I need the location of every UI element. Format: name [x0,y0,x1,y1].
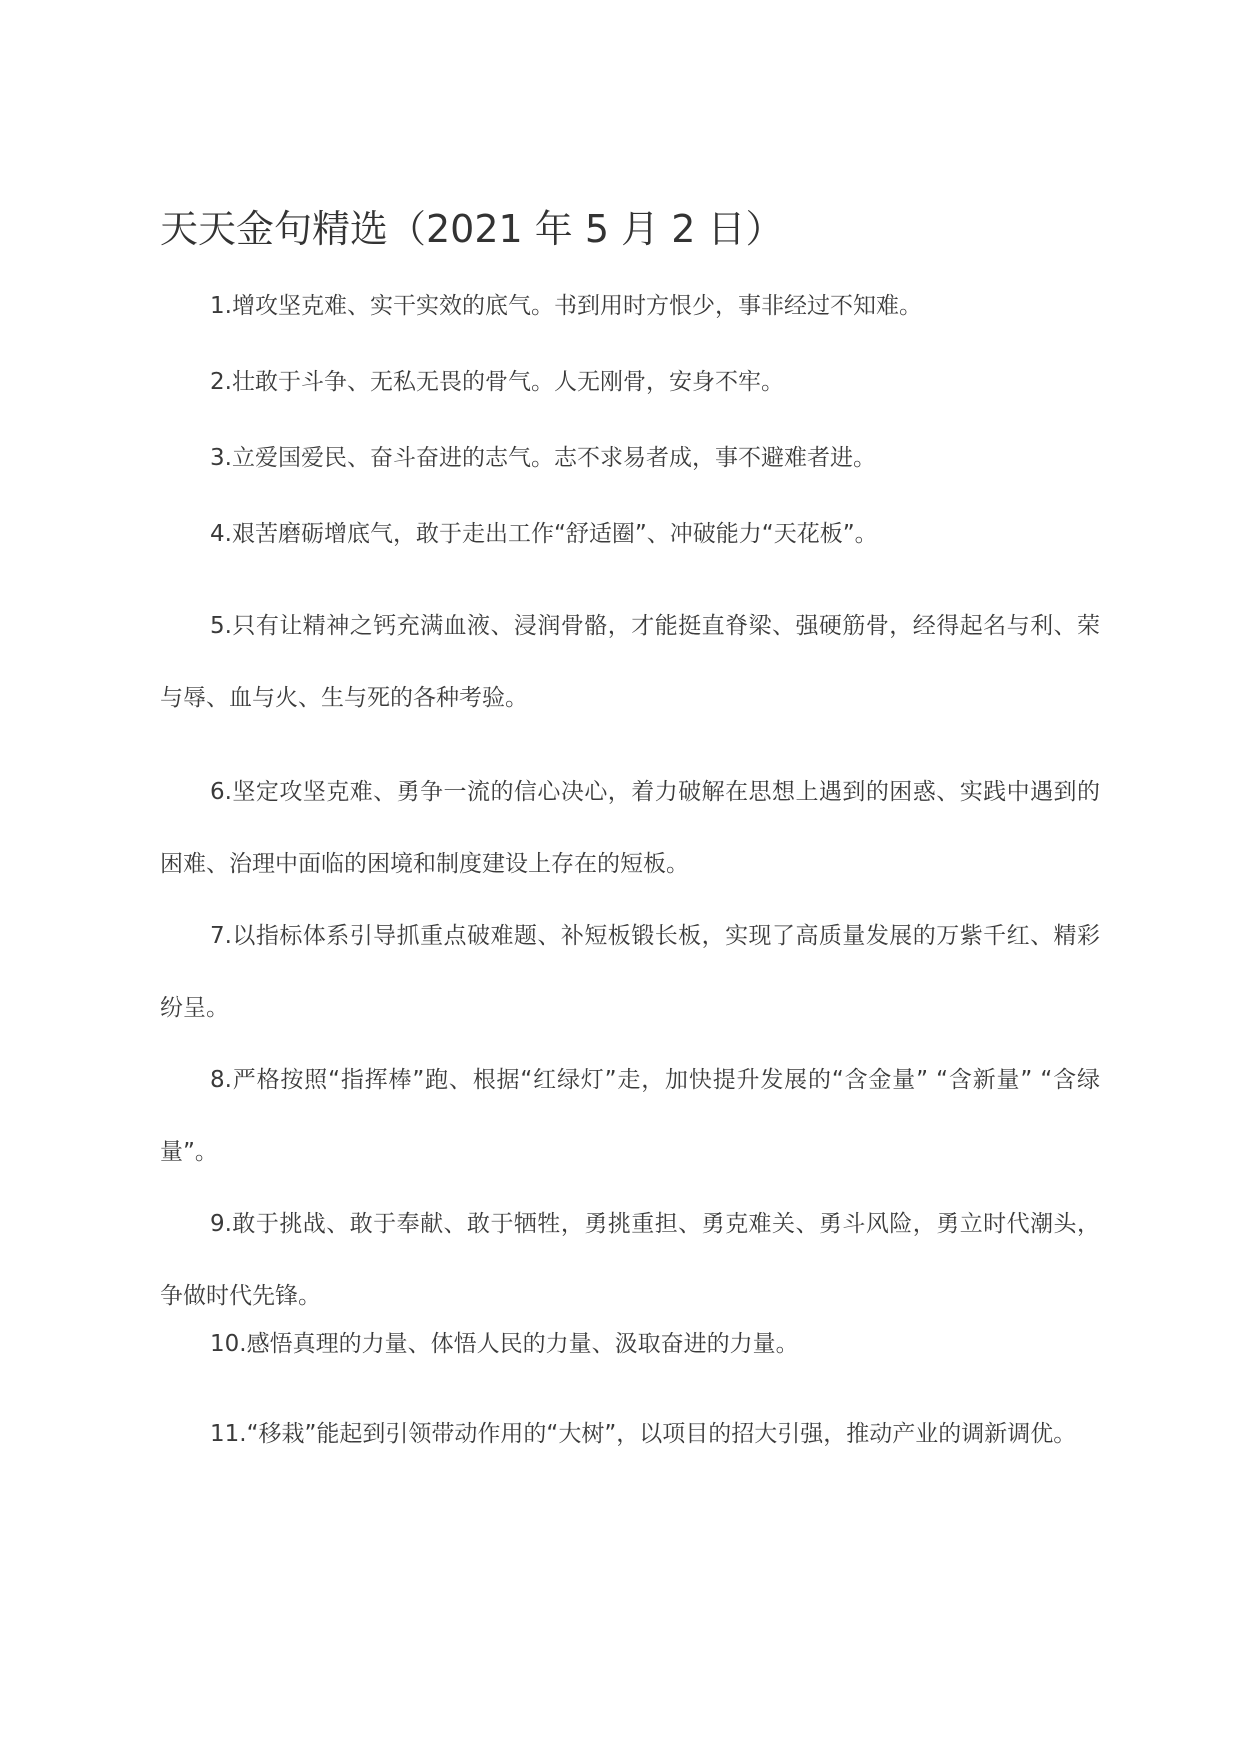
quote-item-3: 3.立爱国爱民、奋斗奋进的志气。志不求易者成，事不避难者进。 [210,445,876,471]
quote-item-8: 8.严格按照“指挥棒”跑、根据“红绿灯”走，加快提升发展的“含金量” “含新量” “含绿量”。 [160,1067,1100,1165]
quote-item-11: 11.“移栽”能起到引领带动作用的“大树”，以项目的招大引强，推动产业的调新调优。 [210,1421,1077,1447]
quote-item-7: 7.以指标体系引导抓重点破难题、补短板锻长板，实现了高质量发展的万紫千红、精彩纷呈。 [160,923,1100,1021]
quote-item-4: 4.艰苦磨砺增底气，敢于走出工作“舒适圈”、冲破能力“天花板”。 [210,521,878,547]
quote-item-6: 6.坚定攻坚克难、勇争一流的信心决心，着力破解在思想上遇到的困惑、实践中遇到的困难、治理中面临的困境和制度建设上存在的短板。 [160,779,1100,877]
quote-item-10: 10.感悟真理的力量、体悟人民的力量、汲取奋进的力量。 [210,1331,799,1357]
quote-item-2: 2.壮敢于斗争、无私无畏的骨气。人无刚骨，安身不牢。 [210,369,784,395]
quote-item-5: 5.只有让精神之钙充满血液、浸润骨骼，才能挺直脊梁、强硬筋骨，经得起名与利、荣与辱、血与火、生与死的各种考验。 [160,613,1100,711]
quote-item-9: 9.敢于挑战、敢于奉献、敢于牺牲，勇挑重担、勇克难关、勇斗风险，勇立时代潮头，争做时代先锋。 [160,1211,1100,1309]
document-title: 天天金句精选（2021 年 5 月 2 日） [160,207,784,251]
quote-item-1: 1.增攻坚克难、实干实效的底气。书到用时方恨少，事非经过不知难。 [210,293,922,319]
